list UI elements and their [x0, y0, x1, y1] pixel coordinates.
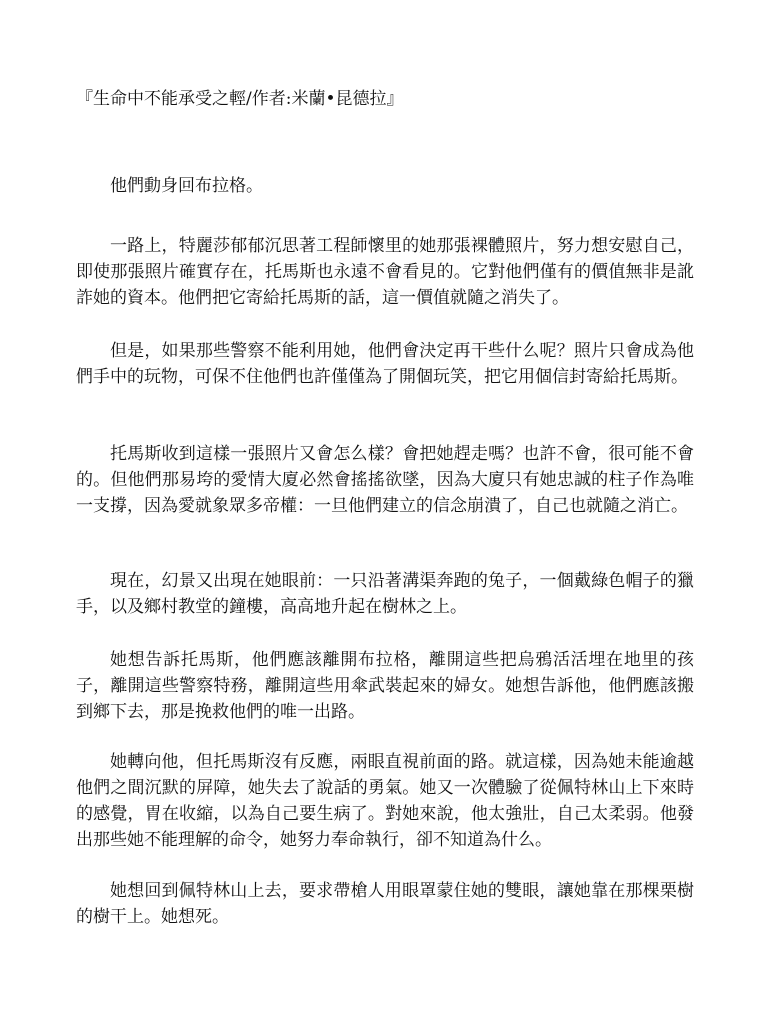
- paragraph-7: 她轉向他，但托馬斯沒有反應，兩眼直視前面的路。就這樣，因為她未能逾越他們之間沉默的屏障，她失去了說話的勇氣。她又一次體驗了從佩特林山上下來時的感覺，胃在收縮，以為自己要生病了。對她來說，他太強壯，自己太柔弱。他發出那些她不能理解的命令，她努力奉命執行，卻不知道為什么。: [76, 752, 694, 850]
- paragraph-1: 他們動身回布拉格。: [110, 176, 263, 196]
- paragraph-5: 現在，幻景又出現在她眼前：一只沿著溝渠奔跑的兔子，一個戴綠色帽子的獵手，以及鄉村教堂的鐘樓，高高地升起在樹林之上。: [76, 571, 694, 617]
- paragraph-4: 托馬斯收到這樣一張照片又會怎么樣？會把她趕走嗎？也許不會，很可能不會的。但他們那易垮的愛情大廈必然會搖搖欲墜，因為大廈只有她忠誠的柱子作為唯一支撐，因為愛就象眾多帝權：一旦他們建立的信念崩潰了，自己也就隨之消亡。: [76, 444, 694, 516]
- paragraph-8: 她想回到佩特林山上去，要求帶槍人用眼罩蒙住她的雙眼，讓她靠在那棵栗樹的樹干上。她想死。: [76, 881, 694, 927]
- paragraph-3: 但是，如果那些警察不能利用她，他們會決定再干些什么呢？照片只會成為他們手中的玩物，可保不住他們也許僅僅為了開個玩笑，把它用個信封寄給托馬斯。: [76, 341, 694, 387]
- paragraph-2: 一路上，特麗莎郁郁沉思著工程師懷里的她那張裸體照片，努力想安慰自己，即使那張照片確實存在，托馬斯也永遠不會看見的。它對他們僅有的價值無非是訛詐她的資本。他們把它寄給托馬斯的話，這一價值就隨之消失了。: [76, 236, 694, 308]
- paragraph-6: 她想告訴托馬斯，他們應該離開布拉格，離開這些把烏鴉活活埋在地里的孩子，離開這些警察特務，離開這些用傘武裝起來的婦女。她想告訴他，他們應該搬到鄉下去，那是挽救他們的唯一出路。: [76, 650, 694, 722]
- document-title: 『生命中不能承受之輕/作者:米蘭•昆德拉』: [76, 89, 404, 109]
